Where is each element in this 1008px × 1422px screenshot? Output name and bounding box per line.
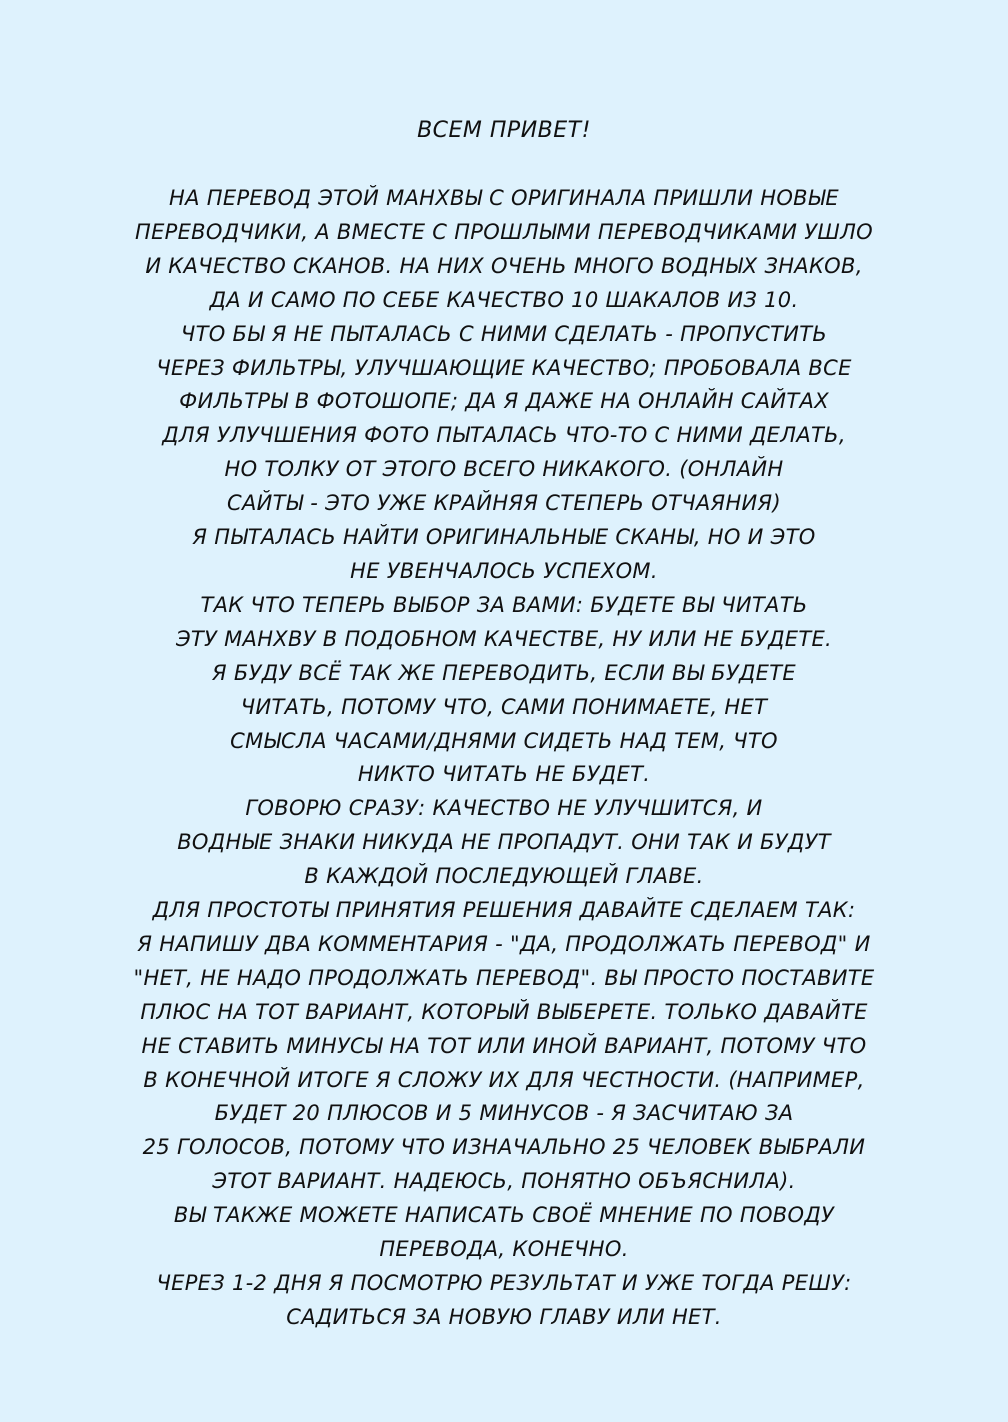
text-line: ПЛЮС НА ТОТ ВАРИАНТ, КОТОРЫЙ ВЫБЕРЕТЕ. ТОЛЬКО ДАВАЙТЕ [140, 999, 868, 1024]
text-line: САДИТЬСЯ ЗА НОВУЮ ГЛАВУ ИЛИ НЕТ. [286, 1304, 722, 1329]
text-line: НЕ СТАВИТЬ МИНУСЫ НА ТОТ ИЛИ ИНОЙ ВАРИАНТ, ПОТОМУ ЧТО [141, 1033, 867, 1058]
text-line: НИКТО ЧИТАТЬ НЕ БУДЕТ. [357, 762, 651, 787]
text-line: В КАЖДОЙ ПОСЛЕДУЮЩЕЙ ГЛАВЕ. [304, 864, 704, 889]
text-line: ФИЛЬТРЫ В ФОТОШОПЕ; ДА Я ДАЖЕ НА ОНЛАЙН САЙТАХ [179, 389, 829, 414]
text-line: ДЛЯ УЛУЧШЕНИЯ ФОТО ПЫТАЛАСЬ ЧТО-ТО С НИМИ ДЕЛАТЬ, [162, 423, 846, 448]
text-line: Я БУДУ ВСЁ ТАК ЖЕ ПЕРЕВОДИТЬ, ЕСЛИ ВЫ БУДЕТЕ [212, 660, 796, 685]
text-line: ЭТОТ ВАРИАНТ. НАДЕЮСЬ, ПОНЯТНО ОБЪЯСНИЛА). [212, 1169, 796, 1194]
text-line: И КАЧЕСТВО СКАНОВ. НА НИХ ОЧЕНЬ МНОГО ВОДНЫХ ЗНАКОВ, [145, 253, 863, 278]
text-line: Я НАПИШУ ДВА КОММЕНТАРИЯ - "ДА, ПРОДОЛЖАТЬ ПЕРЕВОД" И [137, 931, 871, 956]
text-line: ЧТО БЫ Я НЕ ПЫТАЛАСЬ С НИМИ СДЕЛАТЬ - ПРОПУСТИТЬ [180, 321, 828, 346]
text-line: ЧИТАТЬ, ПОТОМУ ЧТО, САМИ ПОНИМАЕТЕ, НЕТ [240, 694, 768, 719]
text-line: ГОВОРЮ СРАЗУ: КАЧЕСТВО НЕ УЛУЧШИТСЯ, И [245, 796, 763, 821]
text-line: В КОНЕЧНОЙ ИТОГЕ Я СЛОЖУ ИХ ДЛЯ ЧЕСТНОСТИ. (НАПРИМЕР, [143, 1067, 865, 1092]
greeting-heading: ВСЕМ ПРИВЕТ! [417, 118, 591, 143]
text-line: САЙТЫ - ЭТО УЖЕ КРАЙНЯЯ СТЕПЕРЬ ОТЧАЯНИЯ) [227, 491, 781, 516]
text-line: НА ПЕРЕВОД ЭТОЙ МАНХВЫ С ОРИГИНАЛА ПРИШЛИ НОВЫЕ [169, 186, 839, 210]
text-line: СМЫСЛА ЧАСАМИ/ДНЯМИ СИДЕТЬ НАД ТЕМ, ЧТО [230, 728, 778, 753]
text-line: ЭТУ МАНХВУ В ПОДОБНОМ КАЧЕСТВЕ, НУ ИЛИ НЕ БУДЕТЕ. [175, 626, 833, 651]
text-line: 25 ГОЛОСОВ, ПОТОМУ ЧТО ИЗНАЧАЛЬНО 25 ЧЕЛОВЕК ВЫБРАЛИ [142, 1135, 866, 1160]
text-line: НО ТОЛКУ ОТ ЭТОГО ВСЕГО НИКАКОГО. (ОНЛАЙН [224, 457, 784, 482]
text-line: НЕ УВЕНЧАЛОСЬ УСПЕХОМ. [350, 558, 658, 583]
text-line: ПЕРЕВОДЧИКИ, А ВМЕСТЕ С ПРОШЛЫМИ ПЕРЕВОДЧИКАМИ УШЛО [134, 219, 874, 244]
text-line: ДА И САМО ПО СЕБЕ КАЧЕСТВО 10 ШАКАЛОВ ИЗ 10. [209, 287, 799, 312]
text-line: ТАК ЧТО ТЕПЕРЬ ВЫБОР ЗА ВАМИ: БУДЕТЕ ВЫ ЧИТАТЬ [200, 592, 808, 617]
text-line: ЧЕРЕЗ ФИЛЬТРЫ, УЛУЧШАЮЩИЕ КАЧЕСТВО; ПРОБОВАЛА ВСЕ [156, 355, 852, 380]
announcement-text [40, 182, 968, 1335]
text-line: ВЫ ТАКЖЕ МОЖЕТЕ НАПИСАТЬ СВОЁ МНЕНИЕ ПО ПОВОДУ [173, 1203, 835, 1228]
text-line: Я ПЫТАЛАСЬ НАЙТИ ОРИГИНАЛЬНЫЕ СКАНЫ, НО И ЭТО [192, 525, 816, 550]
text-line: БУДЕТ 20 ПЛЮСОВ И 5 МИНУСОВ - Я ЗАСЧИТАЮ ЗА [214, 1101, 794, 1126]
text-line: "НЕТ, НЕ НАДО ПРОДОЛЖАТЬ ПЕРЕВОД". ВЫ ПРОСТО ПОСТАВИТЕ [133, 965, 875, 990]
text-line: ЧЕРЕЗ 1-2 ДНЯ Я ПОСМОТРЮ РЕЗУЛЬТАТ И УЖЕ ТОГДА РЕШУ: [156, 1271, 852, 1295]
text-line: ПЕРЕВОДА, КОНЕЧНО. [379, 1237, 629, 1262]
text-line: ВОДНЫЕ ЗНАКИ НИКУДА НЕ ПРОПАДУТ. ОНИ ТАК И БУДУТ [177, 830, 831, 855]
text-line: ДЛЯ ПРОСТОТЫ ПРИНЯТИЯ РЕШЕНИЯ ДАВАЙТЕ СДЕЛАЕМ ТАК: [152, 898, 856, 923]
